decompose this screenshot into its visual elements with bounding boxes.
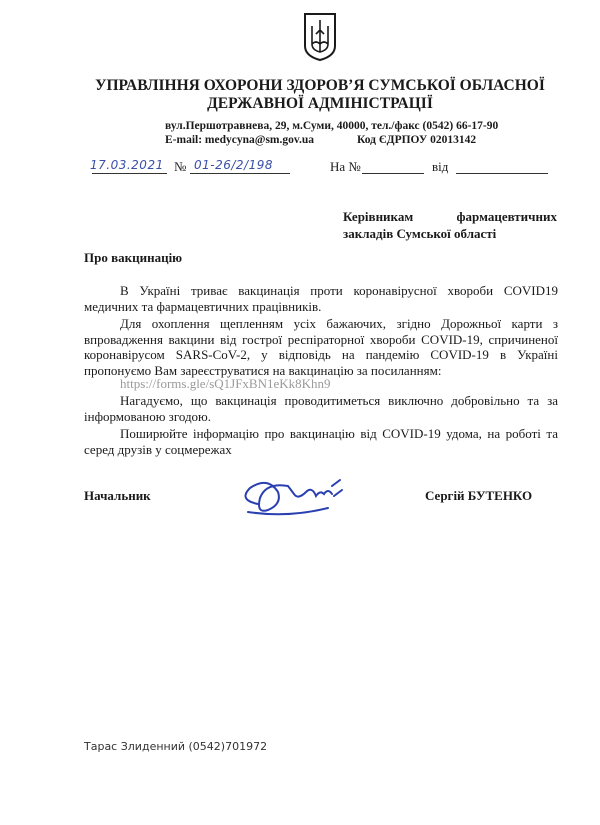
recipient-word2: фармацевтичних	[456, 209, 557, 224]
edrpou-code: Код ЄДРПОУ 02013142	[357, 134, 477, 146]
email: E-mail: medycyna@sm.gov.ua	[165, 134, 315, 146]
number-label: №	[174, 159, 187, 174]
recipient-block	[343, 208, 557, 242]
body-paragraph-2: Для охоплення щепленням усіх бажаючих, згідно Дорожньої карти з впровадження вакцини від гострої респіраторної хвороби COVID-19, спричиненої коронавірусом SARS-CoV-2, у відповідь на пандемію COVID-19 в Україні пропонуємо Вам зареєструватися на вакцинацію за посиланням:	[84, 316, 558, 378]
vid-label: від	[432, 159, 449, 174]
registration-link[interactable]: https://forms.gle/sQ1JFxBN1eKk8Khn9	[120, 376, 331, 391]
registration-line	[84, 158, 564, 180]
org-name-line1: УПРАВЛІННЯ ОХОРОНИ ЗДОРОВ’Я СУМСЬКОЇ ОБЛАСНОЇ	[95, 77, 545, 94]
recipient-word1: Керівникам	[343, 209, 414, 224]
org-name-line2: ДЕРЖАВНОЇ АДМІНІСТРАЦІЇ	[207, 95, 433, 112]
signatory-name: Сергій БУТЕНКО	[425, 488, 533, 503]
body-paragraph-3: Нагадуємо, що вакцинація проводитиметься виключно добровільно та за інформованою згодою.	[84, 393, 558, 424]
na-label: На №	[330, 159, 361, 174]
address: вул.Першотравнева, 29, м.Суми, 40000, тел./факс (0542) 66-17-90	[165, 120, 499, 132]
body-paragraph-4: Поширюйте інформацію про вакцинацію від COVID-19 удома, на роботі та серед друзів у соцмережах	[84, 426, 558, 457]
body-paragraph-1: В Україні триває вакцинація проти коронавірусної хвороби COVID19 медичних та фармацевтичних працівників.	[84, 283, 558, 314]
executor-contact: Тарас Злиденний (0542)701972	[84, 740, 268, 753]
handwritten-signature-icon	[228, 470, 358, 522]
reg-date: 17.03.2021	[90, 158, 164, 172]
recipient-line2: закладів Сумської області	[343, 226, 497, 241]
signatory-position: Начальник	[84, 488, 151, 503]
subject: Про вакцинацію	[84, 250, 183, 265]
reg-number: 01-26/2/198	[194, 158, 273, 172]
coat-of-arms-icon	[303, 12, 337, 62]
